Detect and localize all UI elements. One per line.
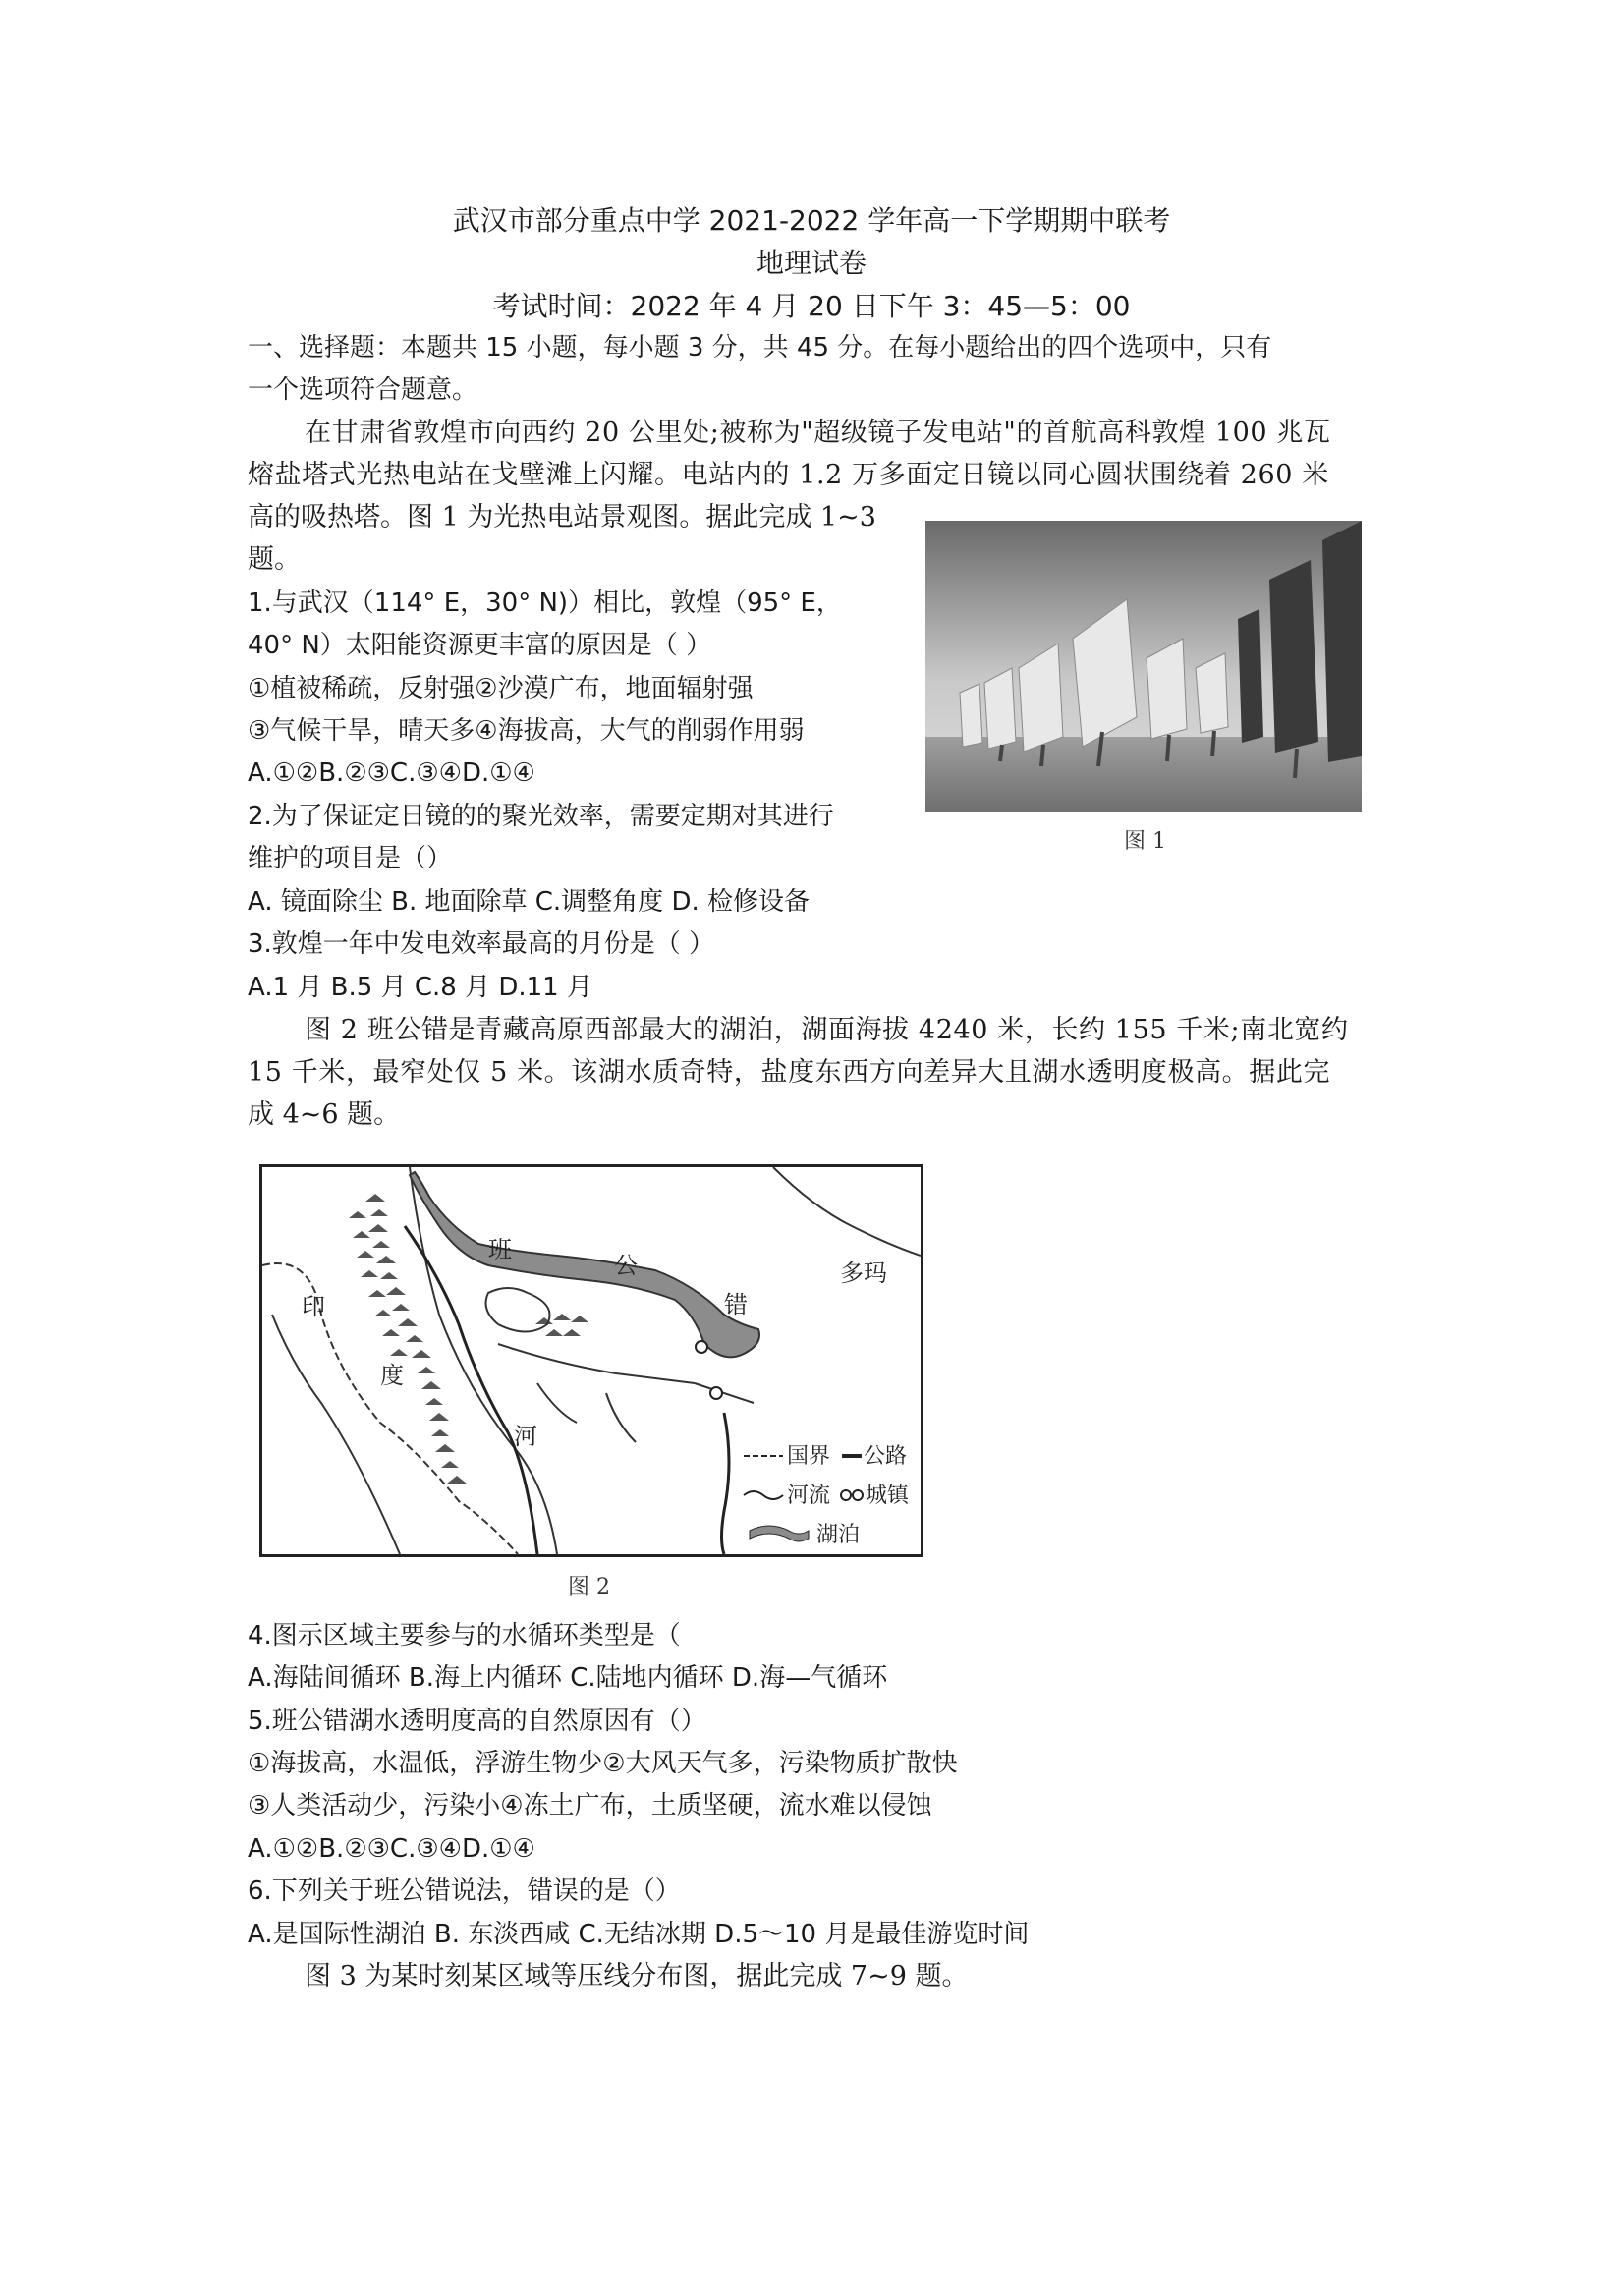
passage2-line3: 成 4~6 题。 [248,1099,401,1130]
q1-stem-line1: 1.与武汉（114° E，30° N)）相比，敦煌（95° E， [248,588,842,618]
heliostat-field-image [925,521,1362,812]
q1-choices: A.①②B.②③C.③④D.①④ [248,758,535,788]
q1-stem-line2: 40° N）太阳能资源更丰富的原因是（ ） [248,631,712,660]
passage1-line3: 高的吸热塔。图 1 为光热电站景观图。据此完成 1~3 [248,502,876,532]
bangong-lake-map [262,1167,921,1554]
figure1-caption: 图 1 [1124,829,1166,854]
q5-stem: 5.班公错湖水透明度高的自然原因有（） [248,1707,706,1736]
q1-option-line1: ①植被稀疏，反射强②沙漠广布，地面辐射强 [248,674,754,703]
q6-stem: 6.下列关于班公错说法，错误的是（） [248,1876,681,1906]
passage1-line4: 题。 [248,544,301,575]
q5-option-line2: ③人类活动少，污染小④冻土广布，土质坚硬，流水难以侵蚀 [248,1791,932,1820]
q4-choices: A.海陆间循环 B.海上内循环 C.陆地内循环 D.海—气循环 [248,1663,888,1693]
q5-choices: A.①②B.②③C.③④D.①④ [248,1834,535,1864]
figure2-caption: 图 2 [568,1575,610,1599]
exam-time: 考试时间：2022 年 4 月 20 日下午 3：45—5：00 [492,290,1131,322]
legend-lake: 湖泊 [816,1523,861,1547]
passage3-line1: 图 3 为某时刻某区域等压线分布图，据此完成 7~9 题。 [305,1961,969,1991]
q4-stem: 4.图示区域主要参与的水循环类型是（ [248,1621,681,1651]
map-label-he: 河 [514,1423,537,1450]
section-instructions-line2: 一个选项符合题意。 [248,375,478,405]
passage2-line1: 图 2 班公错是青藏高原西部最大的湖泊，湖面海拔 4240 米，长约 155 千米;南北宽约 [305,1015,1349,1045]
q3-stem: 3.敦煌一年中发电效率最高的月份是（ ） [248,929,715,959]
map-label-yin: 印 [302,1293,325,1320]
lake-shape [410,1172,759,1357]
q6-choices: A.是国际性湖泊 B. 东淡西咸 C.无结冰期 D.5～10 月是最佳游览时间 [248,1920,1030,1949]
q2-choices: A. 镜面除尘 B. 地面除草 C.调整角度 D. 检修设备 [248,887,810,917]
legend-town: 城镇 [866,1484,910,1508]
exam-title: 武汉市部分重点中学 2021-2022 学年高一下学期期中联考 [452,204,1171,237]
passage1-line1: 在甘肃省敦煌市向西约 20 公里处;被称为"超级镜子发电站"的首航高科敦煌 100 兆瓦 [305,418,1331,448]
map-legend [744,1444,911,1547]
q2-stem-line1: 2.为了保证定日镜的的聚光效率，需要定期对其进行 [248,802,834,831]
legend-river: 河流 [787,1484,831,1508]
q2-stem-line2: 维护的项目是（） [248,844,453,873]
legend-border: 国界 [787,1444,831,1469]
figure2-map [259,1164,923,1557]
map-label-du: 度 [380,1362,404,1389]
q1-option-line2: ③气候干旱，晴天多④海拔高，大气的削弱作用弱 [248,716,805,746]
map-label-ban: 班 [488,1236,512,1263]
map-label-cuo: 错 [724,1291,748,1318]
figure1-photo [925,521,1362,812]
section-instructions-line1: 一、选择题：本题共 15 小题，每小题 3 分，共 45 分。在每小题给出的四个选项中，只有 [248,333,1272,363]
q5-option-line1: ①海拔高，水温低，浮游生物少②大风天气多，污染物质扩散快 [248,1749,958,1778]
passage1-line2: 熔盐塔式光热电站在戈壁滩上闪耀。电站内的 1.2 万多面定日镜以同心圆状围绕着 260 米 [248,460,1329,490]
legend-road: 公路 [864,1444,908,1469]
passage2-line2: 15 千米，最窄处仅 5 米。该湖水质奇特，盐度东西方向差异大且湖水透明度极高。据此完 [248,1057,1331,1088]
q3-choices: A.1 月 B.5 月 C.8 月 D.11 月 [248,973,592,1002]
map-label-duoma: 多玛 [840,1260,887,1287]
map-label-gong: 公 [614,1252,638,1279]
exam-subject: 地理试卷 [756,247,867,279]
